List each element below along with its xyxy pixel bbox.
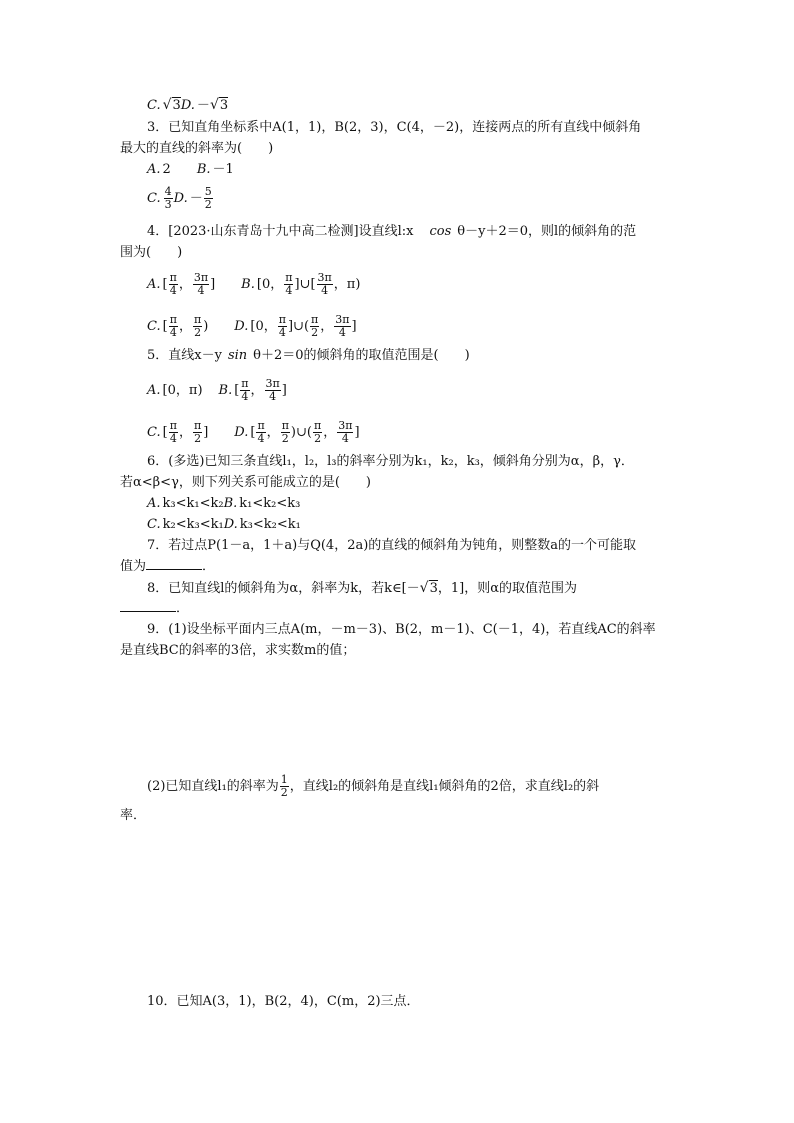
- q4-stem-line1: 4．[2023·山东青岛十九中高二检测]设直线l:x cos θ－y＋2＝0，则l的倾斜角的范: [147, 224, 637, 239]
- answer-blank: [120, 599, 176, 612]
- q9-part2-line2: 率．: [120, 808, 147, 823]
- q6-options-ab: A. k₃<k₁<k₂B. k₁<k₂<k₃: [147, 496, 301, 511]
- q4-options-ab: A. [ $\frac{\pi}{4}$ ， $\frac{3\pi}{4}$ ] B. [0， $\frac{\pi}{4}$ ]∪[ $\frac{3\pi}{4}$ ，π): [147, 271, 361, 297]
- fraction-4-3: $\frac{4}{3}$: [164, 185, 172, 211]
- q5-options-ab: A. [0，π) B. [ $\frac{\pi}{4}$ ， $\frac{3\pi}{4}$ ]: [147, 377, 287, 403]
- q9-part1-line2: 是直线BC的斜率的3倍，求实数m的值；: [120, 643, 356, 658]
- sqrt-3: √3: [419, 580, 438, 596]
- answer-blank: [146, 557, 202, 570]
- q9-part1-line1: 9．(1)设坐标平面内三点A(m，－m－3)、B(2，m－1)、C(－1，4)，若直线AC的斜率: [147, 622, 656, 637]
- q8-stem-line2: ．: [120, 599, 189, 619]
- fraction-1-2: $\frac{1}{2}$: [280, 773, 288, 799]
- q5-stem: 5．直线x－y sin θ＋2＝0的倾斜角的取值范围是( ): [147, 348, 470, 363]
- q4-stem-line2: 围为( ): [120, 245, 183, 260]
- q6-options-cd: C. k₂<k₃<k₁D. k₃<k₂<k₁: [147, 517, 301, 532]
- q9-part2-line1: (2)已知直线l₁的斜率为 $\frac{1}{2}$ ，直线l₂的倾斜角是直线l₁倾斜角的2倍，求直线l₂的斜: [147, 773, 600, 799]
- q3-stem-line2: 最大的直线的斜率为( ): [120, 141, 274, 156]
- sqrt-3: √3: [209, 97, 229, 113]
- q8-stem-line1: 8．已知直线l的倾斜角为α，斜率为k，若k∈[－√3，1]，则α的取值范围为: [147, 580, 577, 596]
- fraction-5-2: $\frac{5}{2}$: [204, 185, 212, 211]
- q5-options-cd: C. [ $\frac{\pi}{4}$ ， $\frac{\pi}{2}$ ] D. [ $\frac{\pi}{4}$ ， $\frac{\pi}{2}$ )∪( $\frac{\pi}{2}$ ， $\frac{3\pi}{4}$ ]: [147, 419, 360, 445]
- q4-options-cd: C. [ $\frac{\pi}{4}$ ， $\frac{\pi}{2}$ ) D. [0， $\frac{\pi}{4}$ ]∪( $\frac{\pi}{2}$ ， $\frac{3\pi}{4}$ ]: [147, 313, 357, 339]
- q10-stem: 10．已知A(3，1)，B(2，4)，C(m，2)三点．: [147, 994, 420, 1009]
- q6-stem-line1: 6．(多选)已知三条直线l₁，l₂，l₃的斜率分别为k₁，k₂，k₃，倾斜角分别为α，β，γ．: [147, 454, 634, 469]
- q3-options-ab: A. 2 B. －1: [147, 162, 234, 177]
- q3-stem-line1: 3．已知直角坐标系中A(1，1)，B(2，3)，C(4，－2)，连接两点的所有直线中倾斜角: [147, 120, 642, 135]
- q6-stem-line2: 若α<β<γ，则下列关系可能成立的是( ): [120, 475, 371, 490]
- q7-stem-line2: 值为 ．: [120, 559, 216, 574]
- sqrt-3: √3: [162, 97, 181, 113]
- q3-options-cd: C. $\frac{4}{3}$ D. － $\frac{5}{2}$: [147, 185, 212, 211]
- q7-stem-line1: 7．若过点P(1－a，1＋a)与Q(4，2a)的直线的倾斜角为钝角，则整数a的一个可能取: [147, 538, 637, 553]
- q2-options: C. √3D. －√3: [147, 97, 229, 113]
